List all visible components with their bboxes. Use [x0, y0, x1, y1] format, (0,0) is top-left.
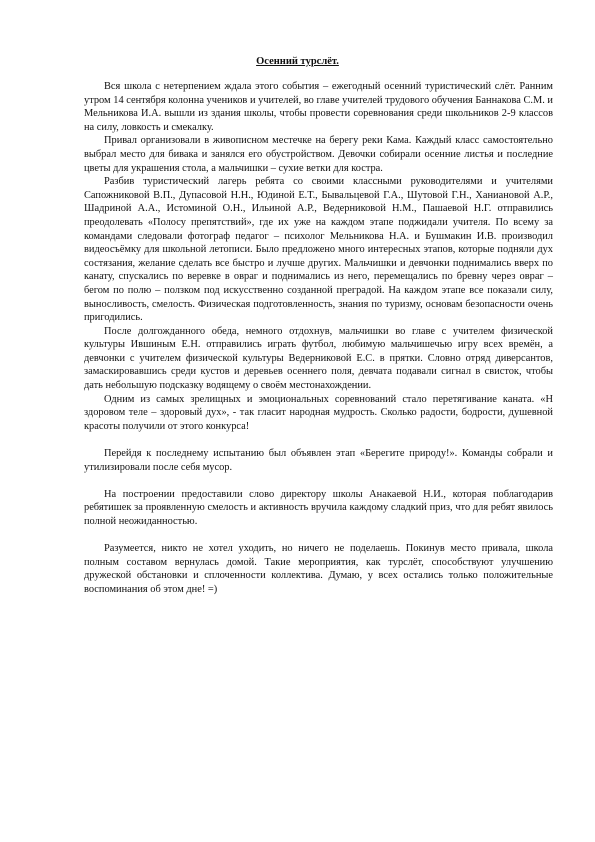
paragraph-camp: Привал организовали в живописном местечке на берегу реки Кама. Каждый класс самостоятельно выбрал место для бивака и занялся его обустройством. Девочки собирали осенние листья и последние цветы для украшения стола, а мальчишки – сухие ветки для костра.	[84, 135, 553, 174]
paragraph-games: После долгожданного обеда, немного отдохнув, мальчишки во главе с учителем физической культуры Ившиным Е.Н. отправились играть футбол, любимую мальчишечью игру всех времён, а девчонки с учителем физической культуры Ведерниковой Е.С. в прятки. Словно отряд диверсантов, замаскировавшись среди кустов и деревьев осеннего поля, девчата подавали сигнал в свисток, чтобы дать небольшую подсказку водящему о своём местонахождении.	[84, 325, 553, 392]
paragraph-prizes: На построении предоставили слово директору школы Анакаевой Н.И., которая поблагодарив ребятишек за проявленную смелость и активность вручила каждому сладкий приз, что для ребят явилось полной неожиданностью.	[84, 488, 553, 527]
paragraph-obstacle-course: Разбив туристический лагерь ребята со своими классными руководителями и учителями Сапожниковой В.П., Дупасовой Н.Н., Юдиной Е.Т., Бывальцевой Г.А., Шутовой Г.Н., Ханиановой А.Р., Шадриной А.А., Истоминой О.Н., Ильиной А.Р., Ведерниковой Н.М., Пашаевой Н.Г. отправились преодолевать «Полосу препятствий», где их уже на каждом этапе поджидали учителя. По всему за командами следовали фотограф педагог – психолог Мельникова Н.А. и Бушмакин И.В. производил видеосъёмку для школьной летописи. Было предложено много интересных этапов, которые подняли дух состязания, желание сделать все быстро и лучше других. Мальчишки и девчонки поднимались вверх по канату, спускались по веревке в овраг и поднимались из него, перемещались по бревну через овраг – бегом по полю – ползком под искусственно созданной преградой. На каждом этапе все показали силу, выносливость, смелость. Физическая подготовленность, знания по туризму, основам безопасности очень пригодились.	[84, 176, 553, 324]
paragraph-gap	[84, 433, 553, 447]
paragraph-conclusion: Разумеется, никто не хотел уходить, но ничего не поделаешь. Покинув место привала, школа полным составом вернулась домой. Такие мероприятия, как турслёт, способствуют улучшению дружеской обстановки и сплоченности коллектива. Думаю, у всех остались только положительные воспоминания об этом дне! =)	[84, 543, 553, 595]
paragraph-departure: Вся школа с нетерпением ждала этого события – ежегодный осенний туристический слёт. Ранним утром 14 сентября колонна учеников и учителей, во главе учителей трудового обучения Баннакова С.М. и Мельникова И.А. вышли из здания школы, чтобы провести соревнования среди школьников 2-9 классов на силу, ловкость и смекалку.	[84, 81, 553, 133]
paragraph-tug-of-war: Одним из самых зрелищных и эмоциональных соревнований стало перетягивание каната. «Н здоровом теле – здоровый дух», - так гласит народная мудрость. Сколько радости, бодрости, душевной красоты получили от этого конкурса!	[84, 393, 553, 432]
document-body	[84, 80, 553, 597]
paragraph-nature: Перейдя к последнему испытанию был объявлен этап «Берегите природу!». Команды собрали и утилизировали после себя мусор.	[84, 448, 553, 473]
paragraph-gap	[84, 529, 553, 543]
document-title: Осенний турслёт.	[256, 56, 339, 67]
paragraph-gap	[84, 474, 553, 488]
